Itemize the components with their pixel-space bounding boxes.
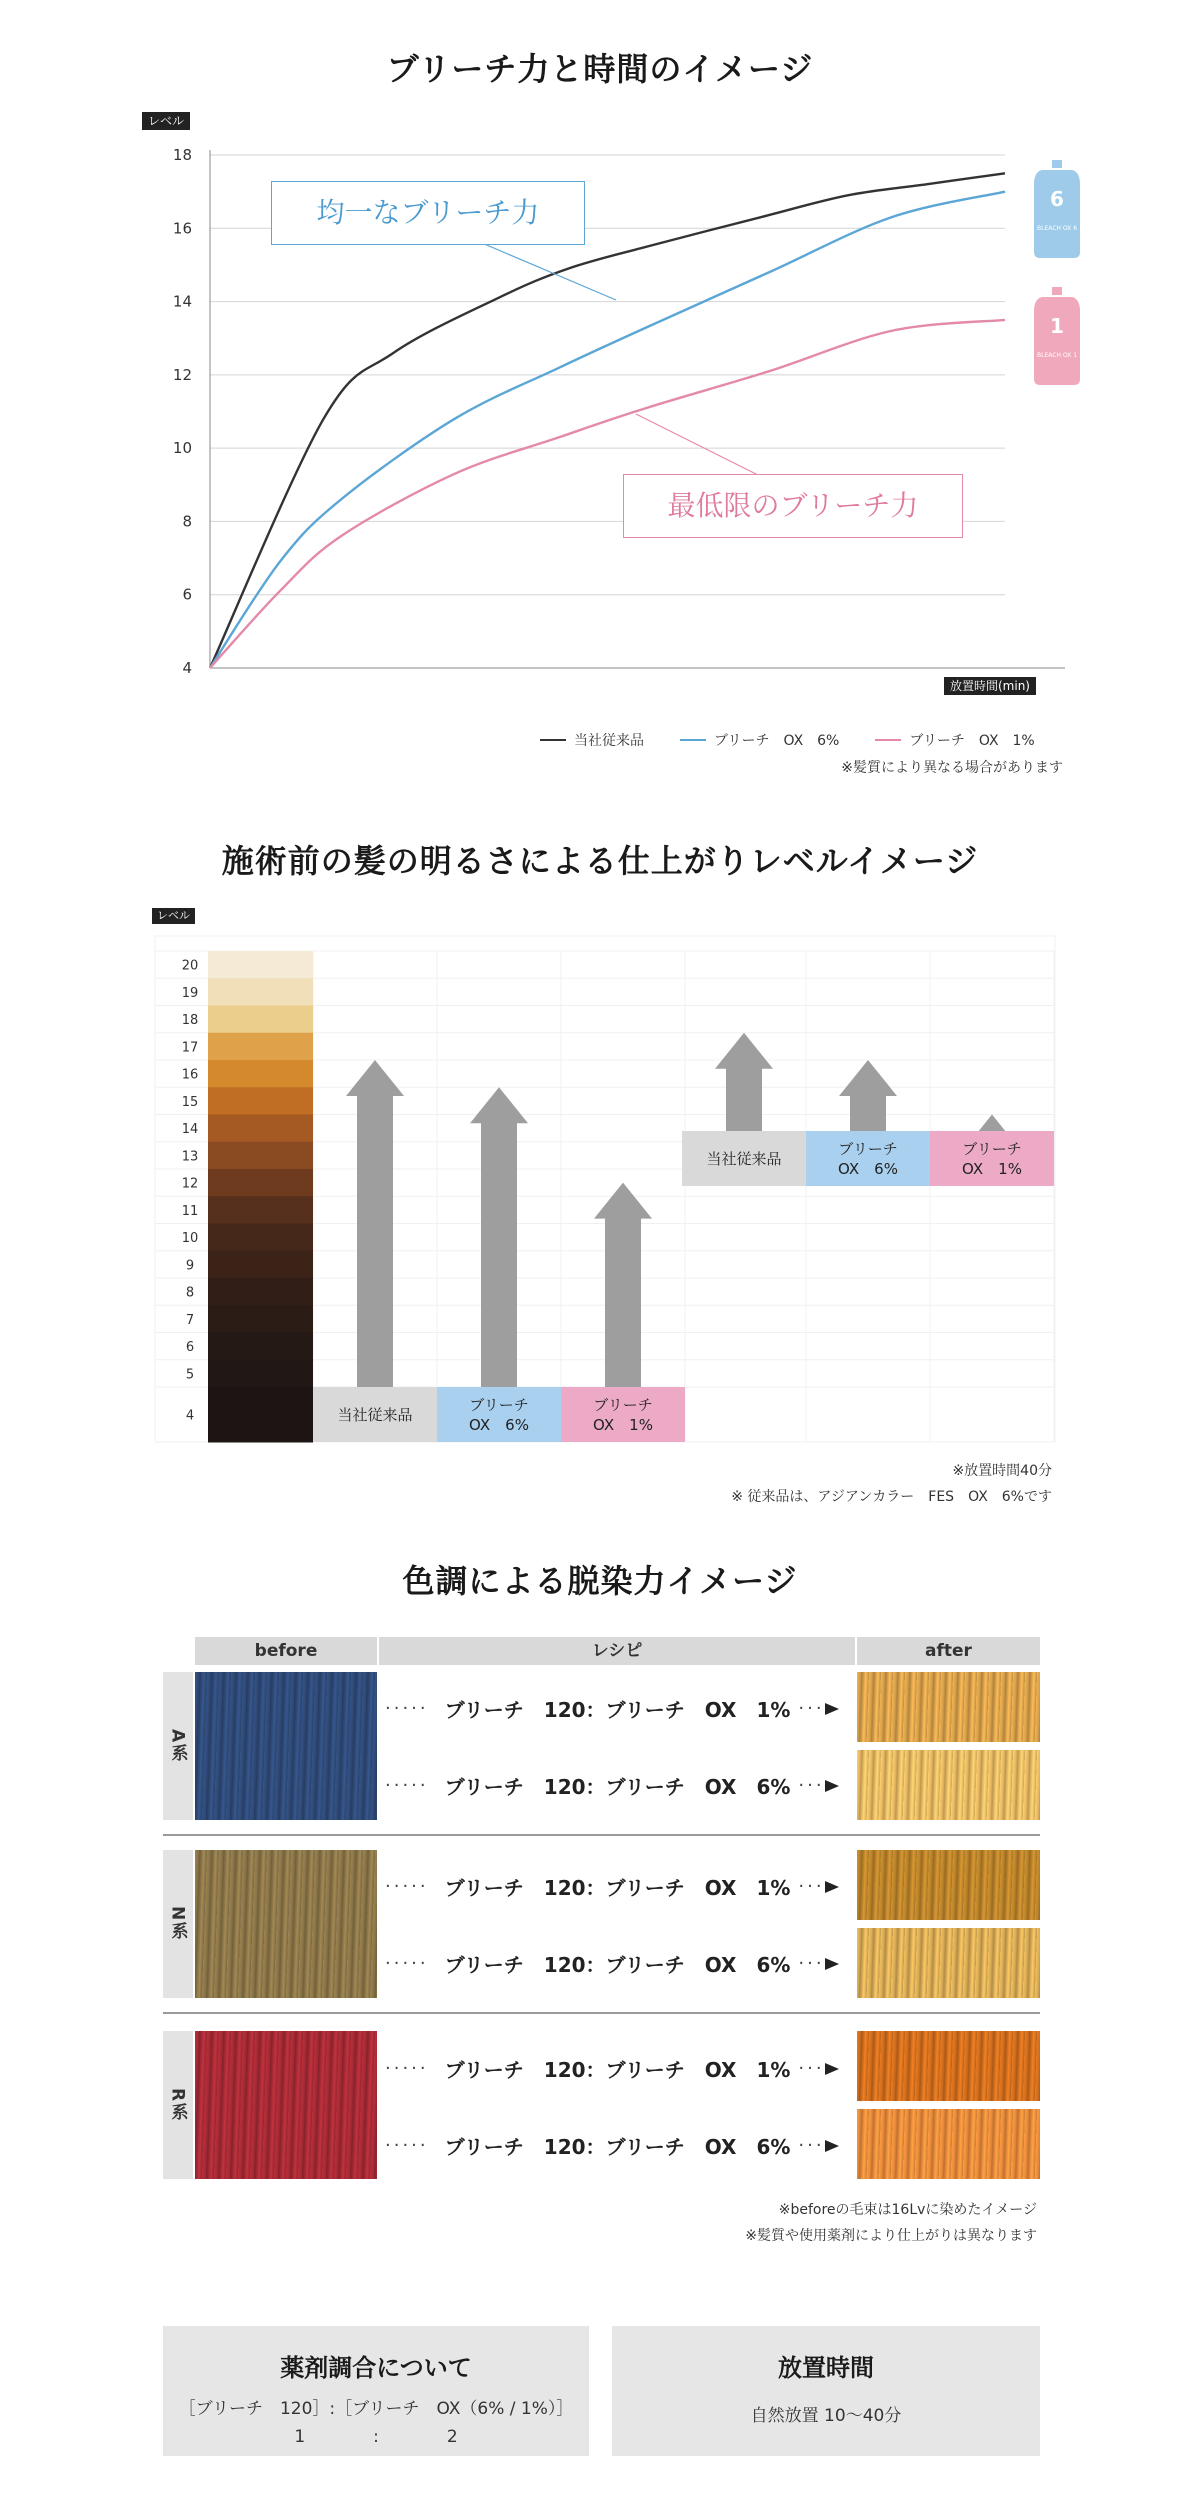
section3-title: 色調による脱染力イメージ — [402, 1562, 798, 1600]
legend-label-conventional: 当社従来品 — [574, 733, 644, 749]
recipe-a-ox1 — [385, 1694, 855, 1723]
level-tick-label: 16 — [181, 1067, 199, 1083]
y-axis-tag: レベル — [142, 112, 190, 130]
level-arrow-2-1 — [715, 1033, 773, 1131]
callout-minimum-bleach: 最低限のブリーチ力 — [623, 474, 963, 538]
row-divider — [163, 2012, 1040, 2014]
level-tick-label: 8 — [185, 1285, 195, 1301]
after-swatch-n-ox6 — [857, 1928, 1040, 1998]
recipe-a-ox6 — [385, 1771, 855, 1800]
before-swatch-n — [195, 1850, 377, 1998]
level-tick-label: 11 — [181, 1203, 199, 1219]
level-tick-label: 12 — [181, 1176, 199, 1192]
recipe-r-ox1 — [385, 2054, 855, 2083]
hair-level-swatch — [208, 1360, 313, 1388]
row-divider — [163, 1834, 1040, 1836]
table-note2: ※髪質や使用薬剤により仕上がりは異なります — [745, 2228, 1037, 2244]
level-tick-label: 6 — [185, 1340, 195, 1356]
bottle-ox1-number: 1 — [1050, 314, 1064, 338]
group2-ox6-line1: ブリーチ — [838, 1139, 898, 1158]
hair-level-swatch — [208, 1305, 313, 1333]
group2-ox1-line1: ブリーチ — [962, 1139, 1022, 1158]
chart2-note1: ※放置時間40分 — [952, 1463, 1052, 1479]
after-swatch-a-ox6 — [857, 1750, 1040, 1820]
mixing-ratio-values: 1 : 2 — [294, 2427, 458, 2447]
level-tick-label: 17 — [181, 1040, 199, 1056]
recipe-dots: ····· — [385, 1698, 429, 1719]
y-tick-label: 18 — [172, 146, 192, 164]
group2-ox1-line2: OX 1% — [962, 1159, 1022, 1178]
y-tick-label: 6 — [182, 585, 192, 604]
hair-level-swatch — [208, 1387, 313, 1443]
after-swatch-r-ox6 — [857, 2109, 1040, 2179]
group1-conventional-label: 当社従来品 — [313, 1387, 437, 1442]
group2-ox1-label — [930, 1131, 1054, 1186]
before-swatch-r — [195, 2031, 377, 2179]
legend-label-ox6: ブリーチ OX 6% — [714, 733, 840, 749]
group1-ox1-line1: ブリーチ — [593, 1395, 653, 1414]
level-tick-label: 13 — [181, 1149, 199, 1165]
hair-level-swatch — [208, 1251, 313, 1279]
table-head-before: before — [195, 1637, 377, 1665]
bottle-ox6-number: 6 — [1050, 187, 1064, 211]
callout-uniform-bleach: 均一なブリーチ力 — [271, 181, 585, 245]
hair-level-swatch — [208, 1196, 313, 1224]
mixing-ratio-line: ［ブリーチ 120］:［ブリーチ OX（6% / 1%）］ — [178, 2399, 574, 2419]
mixing-info-box — [163, 2326, 589, 2456]
arrow-right-icon: ··· — [798, 1775, 838, 1796]
row-label-r: R系 — [163, 2031, 193, 2179]
chart1-note: ※髪質により異なる場合があります — [841, 760, 1063, 776]
processing-time-value: 自然放置 10～40分 — [750, 2406, 902, 2426]
after-swatch-r-ox1 — [857, 2031, 1040, 2101]
hair-level-swatch — [208, 1006, 313, 1034]
recipe-text: ブリーチ 120：ブリーチ OX 1% — [444, 1698, 791, 1722]
recipe-dots: ····· — [385, 1953, 429, 1974]
level-tick-label: 4 — [185, 1408, 195, 1424]
hair-level-swatch — [208, 1224, 313, 1252]
recipe-n-ox6 — [385, 1949, 855, 1978]
group2-conventional-label: 当社従来品 — [682, 1131, 806, 1186]
y-tick-label: 4 — [182, 659, 192, 677]
level-tick-label: 20 — [181, 958, 199, 974]
level-tick-label: 5 — [185, 1367, 195, 1383]
bottle-ox1-label: BLEACH OX 1 — [1036, 352, 1078, 359]
hair-level-swatch — [208, 951, 313, 979]
y-tick-label: 14 — [172, 292, 192, 311]
hair-level-swatch — [208, 1087, 313, 1115]
recipe-r-ox6 — [385, 2131, 855, 2160]
processing-time-title: 放置時間 — [778, 2354, 874, 2382]
recipe-dots: ····· — [385, 1775, 429, 1796]
mixing-title: 薬剤調合について — [280, 2354, 472, 2382]
group1-ox1-label — [561, 1387, 685, 1442]
level-tick-label: 14 — [181, 1122, 199, 1138]
bottle-ox6-label: BLEACH OX 6 — [1036, 225, 1078, 232]
hair-level-swatch — [208, 1115, 313, 1143]
level-arrow-2-2 — [839, 1060, 897, 1131]
y-tick-label: 8 — [182, 512, 192, 531]
level-arrow-1-2 — [470, 1087, 528, 1387]
arrow-right-icon: ··· — [798, 1953, 838, 1974]
section1-title: ブリーチ力と時間のイメージ — [386, 50, 814, 88]
recipe-text: ブリーチ 120：ブリーチ OX 6% — [444, 1953, 791, 1977]
group1-ox6-line1: ブリーチ — [469, 1395, 529, 1414]
level-tag: レベル — [152, 908, 195, 924]
processing-time-box — [612, 2326, 1040, 2456]
y-tick-label: 12 — [172, 365, 192, 384]
recipe-dots: ····· — [385, 2058, 429, 2079]
hair-level-swatch — [208, 1278, 313, 1306]
group1-ox6-line2: OX 6% — [469, 1415, 529, 1434]
table-head-recipe: レシピ — [379, 1637, 855, 1665]
arrow-right-icon: ··· — [798, 1698, 838, 1719]
before-swatch-a — [195, 1672, 377, 1820]
group1-ox1-line2: OX 1% — [593, 1415, 653, 1434]
level-tick-label: 9 — [185, 1258, 195, 1274]
y-tick-label: 16 — [172, 219, 192, 238]
hair-level-swatch — [208, 1060, 313, 1088]
section2-title: 施術前の髪の明るさによる仕上がりレベルイメージ — [221, 842, 979, 880]
group1-ox6-label — [437, 1387, 561, 1442]
hair-level-swatch — [208, 1333, 313, 1361]
table-note1: ※beforeの毛束は16Lvに染めたイメージ — [778, 2202, 1037, 2218]
recipe-text: ブリーチ 120：ブリーチ OX 1% — [444, 2058, 791, 2082]
recipe-dots: ····· — [385, 1876, 429, 1897]
level-tick-label: 10 — [181, 1231, 199, 1247]
level-arrow-1-3 — [594, 1183, 652, 1387]
group2-ox6-line2: OX 6% — [838, 1159, 898, 1178]
hair-level-swatch — [208, 978, 313, 1006]
hair-level-swatch — [208, 1033, 313, 1061]
y-tick-label: 10 — [172, 439, 192, 458]
x-axis-tag: 放置時間(min) — [944, 677, 1036, 695]
hair-level-swatch — [208, 1169, 313, 1197]
arrow-right-icon: ··· — [798, 2058, 838, 2079]
arrow-right-icon: ··· — [798, 1876, 838, 1897]
legend-label-ox1: ブリーチ OX 1% — [909, 733, 1035, 749]
table-head-after: after — [857, 1637, 1040, 1665]
recipe-n-ox1 — [385, 1872, 855, 1901]
level-tick-label: 19 — [181, 985, 199, 1001]
level-tick-label: 7 — [185, 1312, 195, 1328]
after-swatch-n-ox1 — [857, 1850, 1040, 1920]
recipe-text: ブリーチ 120：ブリーチ OX 6% — [444, 2135, 791, 2159]
hair-level-swatch — [208, 1142, 313, 1170]
recipe-dots: ····· — [385, 2135, 429, 2156]
arrow-right-icon: ··· — [798, 2135, 838, 2156]
level-tick-label: 18 — [181, 1013, 199, 1029]
level-tick-label: 15 — [181, 1094, 199, 1110]
chart2-note2: ※ 従来品は、アジアンカラー FES OX 6%です — [731, 1489, 1052, 1505]
group2-ox6-label — [806, 1131, 930, 1186]
recipe-text: ブリーチ 120：ブリーチ OX 1% — [444, 1876, 791, 1900]
recipe-text: ブリーチ 120：ブリーチ OX 6% — [444, 1775, 791, 1799]
after-swatch-a-ox1 — [857, 1672, 1040, 1742]
row-label-a: A系 — [163, 1672, 193, 1820]
row-label-n: N系 — [163, 1850, 193, 1998]
